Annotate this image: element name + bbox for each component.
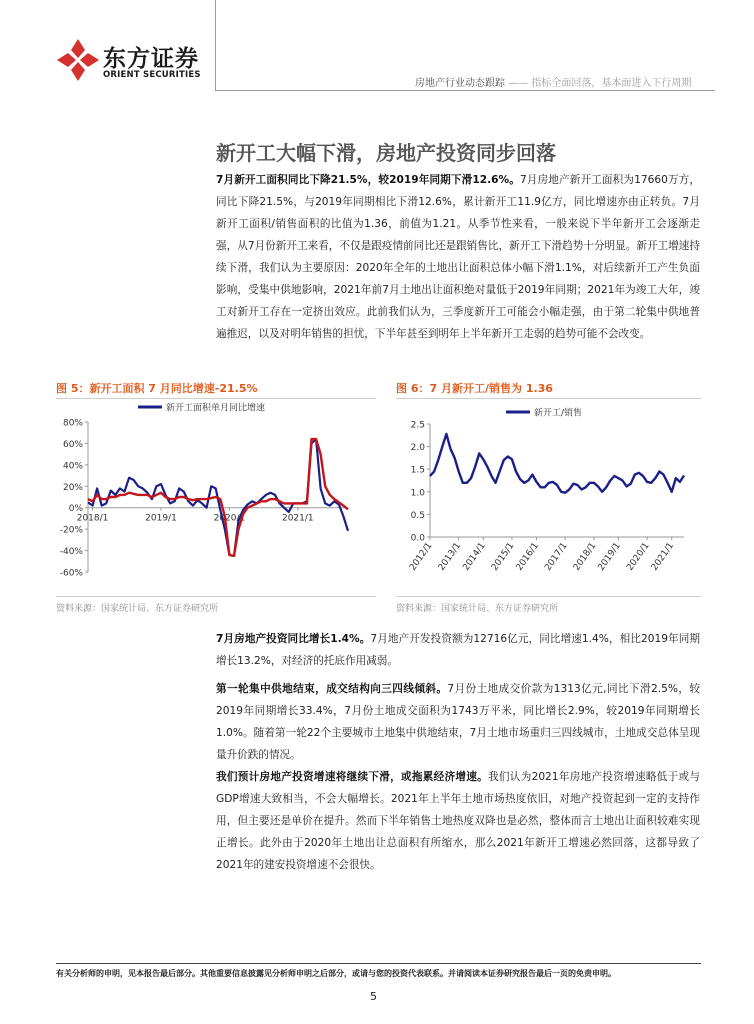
paragraph-outlook (216, 766, 700, 876)
section-title: 新开工大幅下滑，房地产投资同步回落 (216, 141, 556, 165)
paragraph-investment (216, 628, 700, 672)
y-tick-label: 0.5 (410, 510, 425, 521)
figure-6-source: 资料来源：国家统计局、东方证券研究所 (396, 604, 559, 614)
x-tick-label: 2014/1 (461, 540, 488, 573)
x-tick-label: 2020/1 (625, 540, 652, 573)
paragraph-land-supply (216, 678, 700, 766)
header-vertical-rule (215, 0, 216, 90)
series-line (88, 439, 348, 556)
y-tick-label: -40% (59, 547, 83, 558)
report-header (415, 74, 691, 89)
y-tick-label: -60% (59, 568, 83, 579)
chart-new-start-yoy (56, 400, 376, 586)
y-tick-label: -20% (59, 525, 83, 536)
paragraph-body: 我们认为2021年房地产投资增速略低于或与GDP增速大致相当，不会大幅增长。2021年上半年土地市场热度依旧，对地产投资起到一定的支持作用，但主要还是单价在提升。然而下半年销售土地热度双降也是必然，整体而言土地出让面积较难实现正增长。此外由于2020年土地出让总面积有所缩水，那么2021年新开工增速必然回落，这都导致了2021年的建安投资增速不会很快。 (216, 771, 700, 871)
figure-6-bottom-rule (396, 596, 701, 597)
x-tick-label: 2021/1 (649, 540, 677, 573)
x-tick-label: 2019/1 (145, 513, 177, 524)
legend-label: 新开工/销售 (534, 408, 583, 419)
chart-new-start-sales-ratio (396, 400, 701, 590)
figure-5-bottom-rule (56, 596, 376, 597)
y-tick-label: 60% (62, 439, 83, 450)
x-tick-label: 2021/1 (281, 513, 314, 524)
report-category: 房地产行业动态跟踪 (415, 78, 505, 89)
brand-name-en: ORIENT SECURITIES (103, 70, 201, 80)
paragraph-lead: 我们预计房地产投资增速将继续下滑，或拖累经济增速。 (216, 771, 489, 783)
logo-mark-icon (57, 39, 99, 81)
y-tick-label: 80% (62, 418, 83, 429)
footer-disclaimer: 有关分析师的申明，见本报告最后部分。其他重要信息披露见分析师申明之后部分，或请与您的投资代表联系。并请阅读本证券研究报告最后一页的免责申明。 (56, 969, 616, 978)
figure-5-rule (56, 398, 376, 399)
x-tick-label: 2018/1 (76, 513, 109, 524)
legend-label: 新开工面积单月同比增速 (166, 403, 266, 414)
paragraph-body: 7月份土地成交价款为1313亿元,同比下滑2.5%，较2019年同期增长33.4%，7月份土地成交面积为1743万平米，同比增长2.9%，较2019年同期增长1.0%。随着第一轮22个主要城市土地集中供地结束，7月土地市场重归三四线城市，土地成交总体呈现量升价跌的情况。 (216, 683, 700, 761)
report-subtitle: 指标全面回落，基本面进入下行周期 (531, 78, 692, 89)
x-tick-label: 2013/1 (436, 540, 464, 573)
y-tick-label: 0% (68, 504, 83, 515)
brand-name-cn: 东方证券 (103, 46, 199, 72)
figure-6-rule (396, 398, 701, 399)
x-tick-label: 2019/1 (596, 540, 623, 573)
paragraph-body: 7月地产开发投资额为12716亿元，同比增速1.4%，相比2019年同期增长13.2%，对经济的托底作用减弱。 (216, 633, 700, 667)
x-tick-label: 2017/1 (543, 540, 570, 573)
figure-5-title: 图 5：新开工面积 7 月同比增速-21.5% (56, 382, 258, 395)
paragraph-lead: 7月新开工面积同比下降21.5%，较2019年同期下滑12.6%。 (216, 174, 520, 186)
x-tick-label: 2012/1 (408, 540, 435, 573)
paragraph-lead: 第一轮集中供地结束，成交结构向三四线倾斜。 (216, 683, 448, 695)
x-tick-label: 2016/1 (514, 540, 541, 573)
paragraph-body: 7月房地产新开工面积为17660万方，同比下降21.5%，与2019年同期相比下滑12.6%，累计新开工11.9亿方，同比增速亦由正转负。7月新开工面积/销售面积的比值为1.36，前值为1.21。从季节性来看，一般来说下半年新开工会逐渐走强，从7月份新开工来看，不仅是跟疫情前同比还是跟销售比，新开工下滑趋势十分明显。新开工增速持续下滑，我们认为主要原因：2020年全年的土地出让面积总体小幅下滑1.1%，对后续新开工产生负面影响，受集中供地影响，2021年前7月土地出让面积绝对量低于2019年同期；2021年为竣工大年，竣工对新开工存在一定挤出效应。此前我们认为，三季度新开工可能会小幅走强，由于第二轮集中供地普遍推迟，以及对明年销售的担忧，下半年甚至到明年上半年新开工走弱的趋势可能不会改变。 (216, 174, 700, 340)
x-tick-label: 2015/1 (490, 540, 517, 573)
footer-rule (56, 963, 701, 964)
y-tick-label: 40% (62, 461, 83, 472)
x-tick-label: 2020/1 (213, 513, 246, 524)
y-tick-label: 2.0 (410, 443, 425, 454)
y-tick-label: 20% (62, 482, 83, 493)
x-tick-label: 2018/1 (571, 540, 599, 573)
page-number: 5 (370, 990, 377, 1003)
y-tick-label: 1.0 (410, 488, 425, 499)
paragraph-lead: 7月房地产投资同比增长1.4%。 (216, 633, 371, 645)
y-tick-label: 2.5 (410, 420, 425, 431)
paragraph-new-starts (216, 169, 700, 345)
y-tick-label: 0.0 (410, 533, 425, 544)
y-tick-label: 1.5 (410, 465, 425, 476)
figure-6-title: 图 6：7 月新开工/销售为 1.36 (396, 382, 553, 395)
header-separator: —— (505, 78, 532, 89)
figure-5-source: 资料来源：国家统计局、东方证券研究所 (56, 604, 219, 614)
header-rule (215, 90, 715, 91)
series-line (430, 434, 684, 493)
